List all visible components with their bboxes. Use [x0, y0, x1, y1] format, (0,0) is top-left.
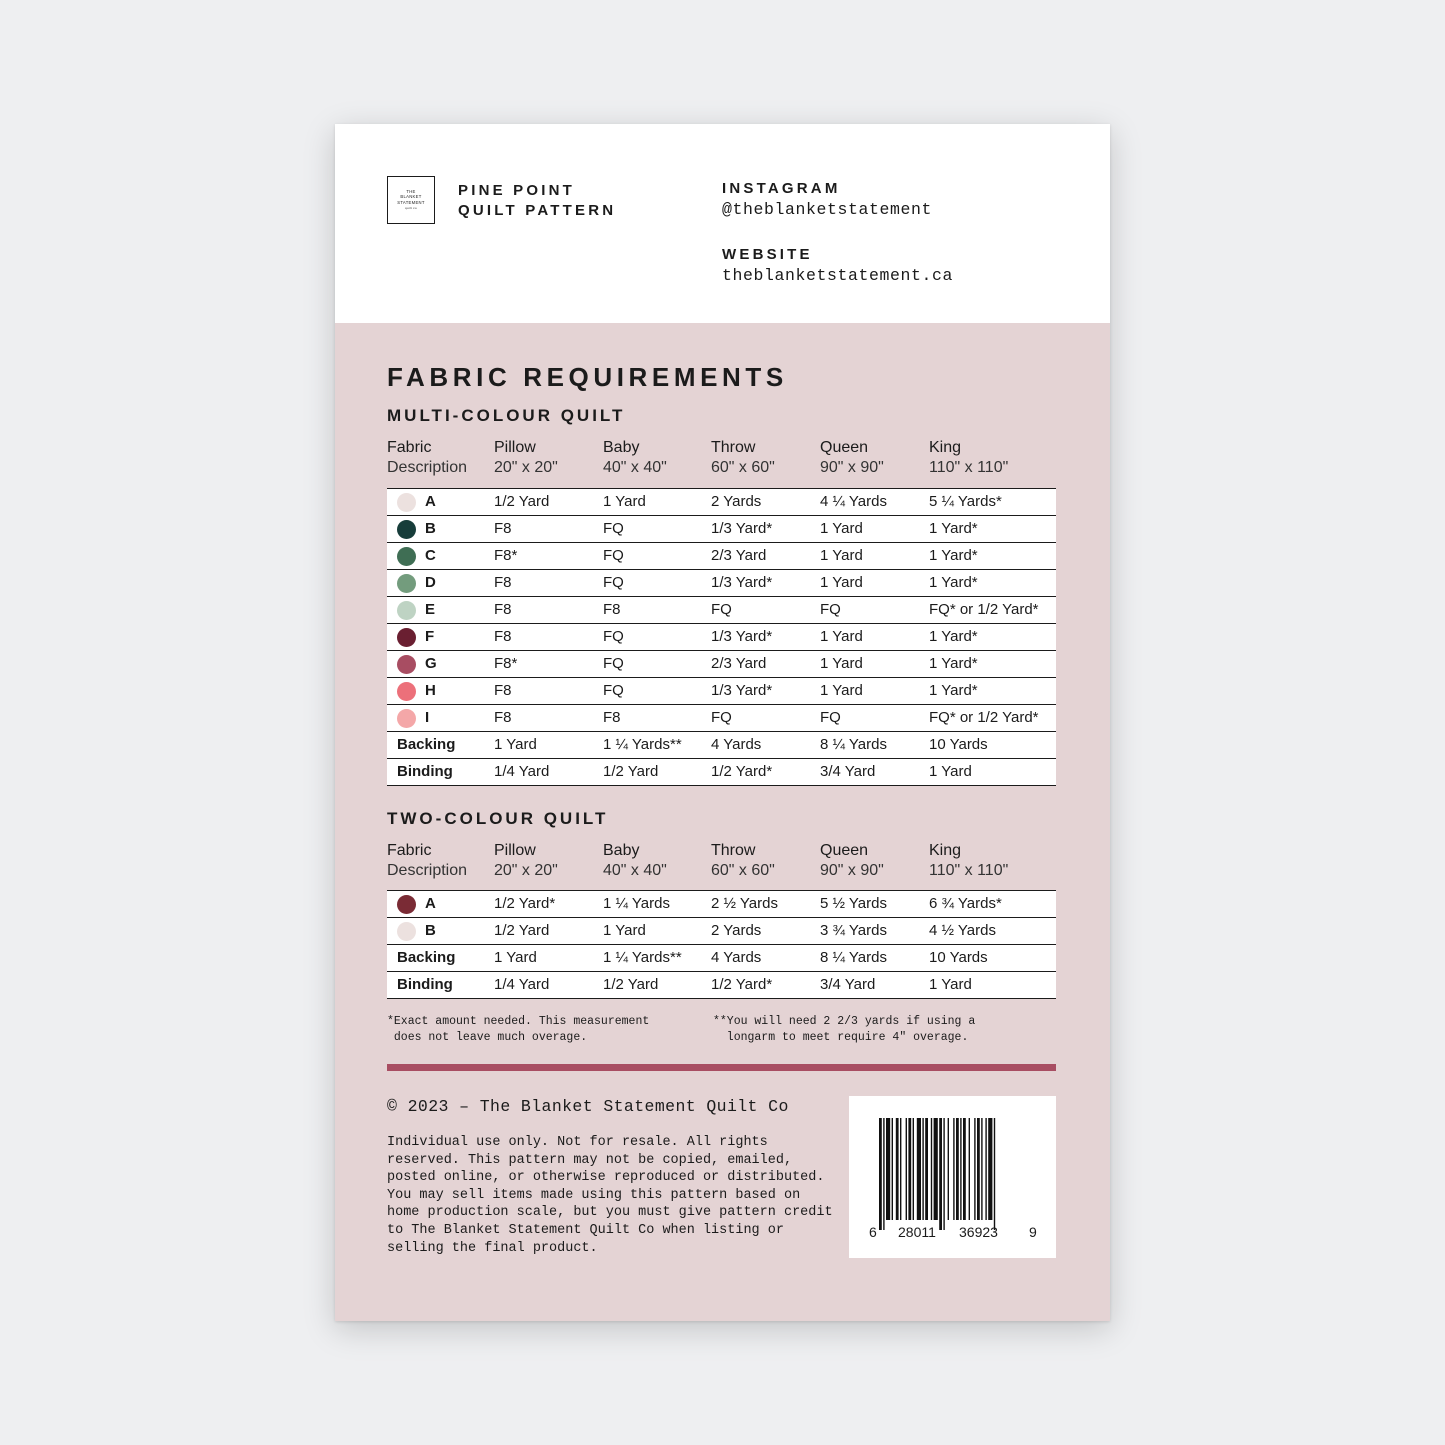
brand-logo — [387, 176, 435, 224]
column-header — [820, 841, 884, 881]
column-header-sub: 20" x 20" — [494, 459, 558, 476]
two-colour-table-header — [387, 841, 1056, 885]
table-cell: 1 Yard* — [929, 547, 978, 564]
fabric-label: H — [425, 682, 436, 699]
table-cell: FQ — [603, 655, 624, 672]
table-cell: FQ — [603, 520, 624, 537]
column-header-sub: Description — [387, 862, 468, 879]
barcode-bar — [931, 1118, 932, 1220]
barcode-bar — [953, 1118, 954, 1220]
pattern-title — [458, 181, 616, 221]
logo-line: BLANKET — [400, 194, 422, 200]
table-cell: 4 Yards — [711, 736, 762, 753]
column-header — [820, 438, 884, 478]
table-cell: FQ — [603, 547, 624, 564]
table-cell: 5 ½ Yards — [820, 895, 887, 912]
column-header-name: King — [929, 842, 962, 859]
header-panel — [335, 124, 1110, 323]
column-header — [603, 438, 667, 478]
table-cell: 1/3 Yard* — [711, 520, 773, 537]
table-cell: F8 — [494, 709, 512, 726]
column-header-sub: 110" x 110" — [929, 862, 1009, 879]
pattern-back-cover — [335, 124, 1110, 1321]
column-header-sub: 110" x 110" — [929, 459, 1009, 476]
barcode — [849, 1096, 1056, 1258]
fabric-swatch — [397, 601, 416, 620]
table-cell: 1/2 Yard* — [711, 763, 773, 780]
barcode-bar — [994, 1118, 995, 1230]
logo-line: THE — [406, 188, 416, 194]
barcode-bar — [883, 1118, 884, 1230]
barcode-bar — [879, 1118, 882, 1230]
barcode-bars — [849, 1096, 1056, 1258]
table-cell: 1 Yard — [820, 547, 863, 564]
fabric-swatch — [397, 520, 416, 539]
pattern-title-line-1: PINE POINT — [458, 182, 576, 199]
table-cell: 1 Yard — [494, 736, 537, 753]
section-title: FABRIC REQUIREMENTS — [387, 362, 788, 392]
barcode-bar — [985, 1118, 986, 1220]
fabric-label: B — [425, 922, 436, 939]
instagram-block — [722, 179, 932, 221]
table-cell: 1/3 Yard* — [711, 628, 773, 645]
column-header-name: Baby — [603, 439, 640, 456]
column-header — [711, 841, 775, 881]
table-cell: 10 Yards — [929, 736, 988, 753]
table-cell: 3 ¾ Yards — [820, 922, 887, 939]
barcode-bar — [977, 1118, 980, 1220]
table-cell: 1 Yard — [929, 976, 972, 993]
barcode-digits: 28011 — [898, 1224, 936, 1240]
website-block — [722, 245, 953, 287]
table-cell: 6 ¾ Yards* — [929, 895, 1002, 912]
table-cell: 1 Yard — [820, 682, 863, 699]
column-header — [929, 841, 1008, 881]
table-cell: 1 Yard — [820, 655, 863, 672]
column-header — [603, 841, 667, 881]
table-cell: FQ — [603, 682, 624, 699]
barcode-bar — [969, 1118, 970, 1220]
column-header-sub: 90" x 90" — [820, 459, 884, 476]
table-cell: 1/2 Yard* — [711, 976, 773, 993]
fabric-swatch — [397, 574, 416, 593]
table-cell: 1 Yard* — [929, 628, 978, 645]
table-cell: 2 Yards — [711, 922, 762, 939]
table-row — [387, 597, 1056, 624]
barcode-bar — [886, 1118, 890, 1220]
table-cell: F8 — [603, 709, 621, 726]
table-cell: 1/2 Yard — [494, 922, 550, 939]
table-cell: 1 ¼ Yards — [603, 895, 670, 912]
barcode-bar — [917, 1118, 921, 1220]
footnote-exact: *Exact amount needed. This measurement does not leave much overage. — [387, 1015, 650, 1044]
table-cell: 5 ¼ Yards* — [929, 493, 1002, 510]
fabric-swatch — [397, 628, 416, 647]
table-cell: F8 — [494, 628, 512, 645]
table-row — [387, 891, 1056, 918]
column-header-sub: 40" x 40" — [603, 862, 667, 879]
fabric-label: F — [425, 628, 435, 645]
table-cell: 4 Yards — [711, 949, 762, 966]
barcode-bar — [974, 1118, 975, 1220]
barcode-bar — [900, 1118, 901, 1220]
column-header — [494, 841, 558, 881]
table-cell: 8 ¼ Yards — [820, 949, 887, 966]
column-header-sub: 60" x 60" — [711, 459, 775, 476]
fabric-swatch — [397, 922, 416, 941]
fabric-label: A — [425, 895, 436, 912]
barcode-digit: 6 — [869, 1224, 877, 1240]
table-cell: 1 Yard — [820, 520, 863, 537]
table-cell: 1 Yard* — [929, 655, 978, 672]
fabric-label: D — [425, 574, 436, 591]
table-cell: FQ — [820, 709, 841, 726]
table-cell: 4 ½ Yards — [929, 922, 996, 939]
table-row — [387, 624, 1056, 651]
instagram-handle[interactable]: @theblanketstatement — [722, 200, 933, 219]
table-cell: 1 Yard — [603, 493, 646, 510]
barcode-bar — [925, 1118, 928, 1220]
table-cell: 1/2 Yard — [494, 493, 550, 510]
barcode-bar — [943, 1118, 944, 1230]
table-cell: 1 Yard — [820, 574, 863, 591]
table-row — [387, 516, 1056, 543]
table-cell: 1/2 Yard* — [494, 895, 556, 912]
column-header — [387, 438, 467, 478]
fabric-swatch — [397, 895, 416, 914]
barcode-digit: 9 — [1029, 1224, 1037, 1240]
table-cell: 1/4 Yard — [494, 976, 550, 993]
table-cell: 1 Yard* — [929, 520, 978, 537]
fabric-swatch — [397, 709, 416, 728]
barcode-bar — [913, 1118, 914, 1220]
table-cell: 4 ¼ Yards — [820, 493, 887, 510]
multi-colour-title: MULTI-COLOUR QUILT — [387, 406, 626, 425]
table-cell: 1 ¼ Yards** — [603, 736, 682, 753]
footnote-longarm: **You will need 2 2/3 yards if using a longarm to meet require 4" overage. — [713, 1015, 976, 1044]
table-cell: F8 — [494, 574, 512, 591]
table-cell: 1/3 Yard* — [711, 682, 773, 699]
barcode-bar — [908, 1118, 911, 1220]
barcode-bar — [922, 1118, 923, 1220]
table-row — [387, 678, 1056, 705]
barcode-bar — [963, 1118, 966, 1220]
column-header-name: Baby — [603, 842, 640, 859]
table-cell: FQ* or 1/2 Yard* — [929, 601, 1039, 618]
table-cell: F8* — [494, 655, 518, 672]
column-header-name: Pillow — [494, 439, 536, 456]
column-header-name: Queen — [820, 439, 869, 456]
table-cell: 8 ¼ Yards — [820, 736, 887, 753]
column-header-name: Throw — [711, 842, 756, 859]
column-header-sub: 40" x 40" — [603, 459, 667, 476]
table-cell: 2 Yards — [711, 493, 762, 510]
column-header-name: King — [929, 439, 962, 456]
column-header-sub: Description — [387, 459, 468, 476]
logo-subline: quilt co — [405, 205, 417, 210]
table-cell: 1/3 Yard* — [711, 574, 773, 591]
table-cell: 1/2 Yard — [603, 763, 659, 780]
barcode-bar — [906, 1118, 907, 1220]
multi-colour-table — [387, 488, 1056, 786]
table-cell: FQ — [820, 601, 841, 618]
table-row — [387, 918, 1056, 945]
table-cell: 2/3 Yard — [711, 547, 767, 564]
column-header — [929, 438, 1008, 478]
barcode-bar — [988, 1118, 992, 1220]
fabric-label: A — [425, 493, 436, 510]
column-header — [494, 438, 558, 478]
column-header-name: Throw — [711, 439, 756, 456]
barcode-bar — [981, 1118, 982, 1220]
row-label: Backing — [397, 736, 456, 753]
row-label: Backing — [397, 949, 456, 966]
barcode-bar — [892, 1118, 893, 1220]
table-row — [387, 651, 1056, 678]
table-cell: F8 — [494, 682, 512, 699]
table-cell: 1 Yard — [929, 763, 972, 780]
table-cell: F8* — [494, 547, 518, 564]
legal-text: Individual use only. Not for resale. All rights reserved. This pattern may not be copied, emailed, posted online, or otherwise reproduced or distributed. You may sell items made using this pattern based on home production scale, but you must give pattern credit to The Blanket Statement Quilt Co when listing or selling the final product. — [387, 1135, 833, 1256]
table-cell: F8 — [603, 601, 621, 618]
row-label: Binding — [397, 763, 453, 780]
two-colour-title: TWO-COLOUR QUILT — [387, 809, 609, 828]
table-cell: FQ — [711, 709, 732, 726]
table-cell: 2/3 Yard — [711, 655, 767, 672]
two-colour-table — [387, 890, 1056, 999]
fabric-swatch — [397, 493, 416, 512]
fabric-swatch — [397, 547, 416, 566]
table-row — [387, 543, 1056, 570]
table-cell: 3/4 Yard — [820, 763, 876, 780]
column-header — [711, 438, 775, 478]
table-cell: 1 ¼ Yards** — [603, 949, 682, 966]
table-row — [387, 732, 1056, 759]
table-cell: 1 Yard — [494, 949, 537, 966]
barcode-bar — [934, 1118, 938, 1220]
barcode-bar — [956, 1118, 959, 1220]
website-label: WEBSITE — [722, 246, 813, 263]
fabric-label: C — [425, 547, 436, 564]
table-row — [387, 945, 1056, 972]
table-cell: 1 Yard — [820, 628, 863, 645]
table-row — [387, 570, 1056, 597]
table-cell: FQ — [603, 574, 624, 591]
fabric-swatch — [397, 682, 416, 701]
column-header-sub: 20" x 20" — [494, 862, 558, 879]
table-cell: FQ* or 1/2 Yard* — [929, 709, 1039, 726]
table-cell: 10 Yards — [929, 949, 988, 966]
column-header-sub: 60" x 60" — [711, 862, 775, 879]
fabric-label: B — [425, 520, 436, 537]
barcode-bar — [939, 1118, 942, 1230]
column-header-name: Queen — [820, 842, 869, 859]
fabric-label: G — [425, 655, 437, 672]
barcode-bar — [960, 1118, 961, 1220]
table-cell: 1 Yard — [603, 922, 646, 939]
website-link[interactable]: theblanketstatement.ca — [722, 266, 954, 285]
fabric-label: I — [425, 709, 430, 726]
table-cell: 1 Yard* — [929, 682, 978, 699]
table-cell: FQ — [603, 628, 624, 645]
table-cell: F8 — [494, 520, 512, 537]
copyright: © 2023 – The Blanket Statement Quilt Co — [387, 1097, 789, 1116]
table-cell: 2 ½ Yards — [711, 895, 778, 912]
column-header — [387, 841, 467, 881]
barcode-bar — [948, 1118, 949, 1220]
table-row — [387, 489, 1056, 516]
column-header-name: Fabric — [387, 439, 432, 456]
column-header-name: Fabric — [387, 842, 432, 859]
barcode-bar — [896, 1118, 899, 1220]
logo-line: STATEMENT — [397, 199, 425, 205]
fabric-label: E — [425, 601, 436, 618]
table-cell: 3/4 Yard — [820, 976, 876, 993]
table-cell: F8 — [494, 601, 512, 618]
column-header-sub: 90" x 90" — [820, 862, 884, 879]
instagram-label: INSTAGRAM — [722, 180, 841, 197]
fabric-swatch — [397, 655, 416, 674]
column-header-name: Pillow — [494, 842, 536, 859]
row-label: Binding — [397, 976, 453, 993]
accent-divider — [387, 1064, 1056, 1071]
barcode-digits: 36923 — [959, 1224, 998, 1240]
table-row — [387, 972, 1056, 999]
table-row — [387, 759, 1056, 786]
table-row — [387, 705, 1056, 732]
table-cell: 1/2 Yard — [603, 976, 659, 993]
table-cell: 1 Yard* — [929, 574, 978, 591]
table-cell: 1/4 Yard — [494, 763, 550, 780]
pattern-title-line-2: QUILT PATTERN — [458, 202, 617, 219]
multi-colour-table-header — [387, 438, 1056, 482]
table-cell: FQ — [711, 601, 732, 618]
